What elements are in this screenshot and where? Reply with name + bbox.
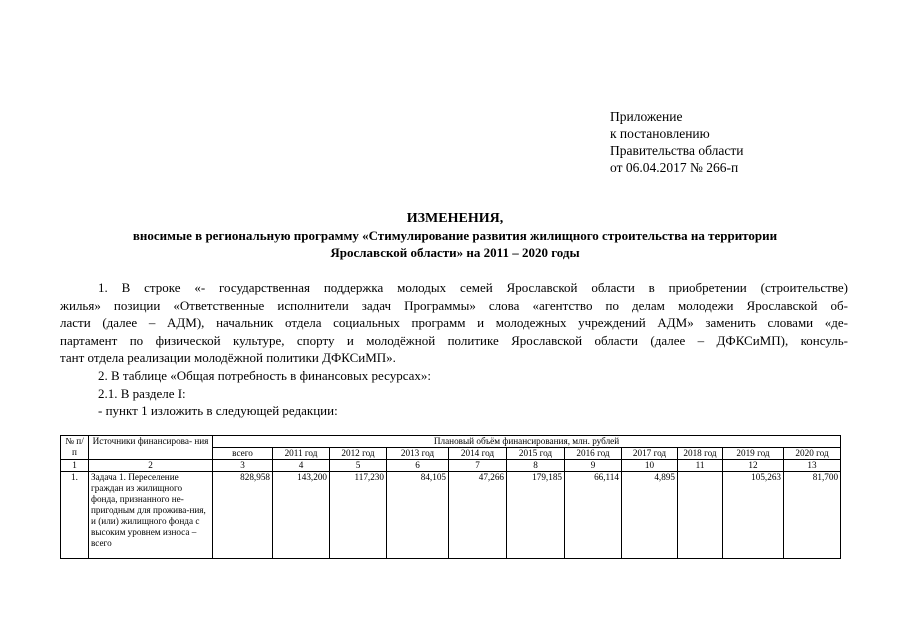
header-source: Источники финансирова- ния: [89, 436, 213, 460]
title-subtitle-line: Ярославской области» на 2011 – 2020 годы: [330, 245, 580, 260]
column-number: 9: [565, 460, 622, 472]
table-row: [61, 472, 841, 559]
column-number: 6: [387, 460, 449, 472]
row-value: 47,266: [449, 472, 507, 559]
row-value: 828,958: [213, 472, 273, 559]
row-value: 81,700: [784, 472, 841, 559]
document-body: [60, 279, 848, 420]
header-total: всего: [213, 448, 273, 460]
header-year: 2011 год: [273, 448, 330, 460]
table-header-row: [61, 436, 841, 448]
row-value: [678, 472, 723, 559]
header-year: 2014 год: [449, 448, 507, 460]
header-year: 2016 год: [565, 448, 622, 460]
column-number: 11: [678, 460, 723, 472]
row-value: 105,263: [723, 472, 784, 559]
appendix-header: [610, 108, 743, 176]
document-title: [60, 210, 850, 261]
column-number: 2: [89, 460, 213, 472]
header-year: 2017 год: [622, 448, 678, 460]
paragraph-line: 1. В строке «- государственная поддержка молодых семей Ярославской области в приобретении (строительстве): [98, 280, 848, 295]
header-year: 2020 год: [784, 448, 841, 460]
paragraph-line: ласти (далее – АДМ), начальник отдела социальных программ и молодежных учреждений АДМ» заменить словами «де-: [60, 315, 848, 331]
header-year: 2015 год: [507, 448, 565, 460]
paragraph-line: тант отдела реализации молодёжной политики ДФКСиМП».: [60, 350, 396, 366]
row-number: 1.: [61, 472, 89, 559]
financing-table: [60, 435, 841, 559]
column-number: 4: [273, 460, 330, 472]
row-value: 143,200: [273, 472, 330, 559]
column-number: 12: [723, 460, 784, 472]
row-value: 66,114: [565, 472, 622, 559]
row-value: 84,105: [387, 472, 449, 559]
appendix-line: Приложение: [610, 109, 683, 124]
row-value: 117,230: [330, 472, 387, 559]
paragraph-line: партамент по физической культуре, спорту и молодёжной политике Ярославской области (далее – ДФКСиМП), консуль-: [60, 332, 848, 348]
appendix-line: Правительства области: [610, 143, 744, 158]
table-column-number-row: [61, 460, 841, 472]
row-source: Задача 1. Переселение граждан из жилищного фонда, признанного не-пригодным для прожива-ния, и (или) жилищного фонда с высоким уровнем износа – всего: [89, 472, 213, 559]
header-year: 2012 год: [330, 448, 387, 460]
title-main: ИЗМЕНЕНИЯ,: [406, 211, 504, 226]
header-year: 2018 год: [678, 448, 723, 460]
column-number: 5: [330, 460, 387, 472]
column-number: 13: [784, 460, 841, 472]
header-year: 2013 год: [387, 448, 449, 460]
paragraph-line: жилья» позиции «Ответственные исполнители задач Программы» слова «агентство по делам молодежи Ярославской об-: [60, 297, 848, 313]
column-number: 1: [61, 460, 89, 472]
column-number: 10: [622, 460, 678, 472]
paragraph: 2. В таблице «Общая потребность в финансовых ресурсах»:: [98, 367, 432, 383]
row-value: 179,185: [507, 472, 565, 559]
title-subtitle-line: вносимые в региональную программу «Стимулирование развития жилищного строительства на территории: [132, 228, 778, 243]
appendix-line: от 06.04.2017 № 266-п: [610, 160, 739, 175]
header-plan: Плановый объём финансирования, млн. рублей: [213, 436, 841, 448]
row-value: 4,895: [622, 472, 678, 559]
paragraph: - пункт 1 изложить в следующей редакции:: [98, 403, 338, 419]
column-number: 8: [507, 460, 565, 472]
header-number: № п/п: [61, 436, 89, 460]
column-number: 3: [213, 460, 273, 472]
header-year: 2019 год: [723, 448, 784, 460]
paragraph: 2.1. В разделе I:: [98, 385, 186, 401]
appendix-line: к постановлению: [610, 126, 710, 141]
column-number: 7: [449, 460, 507, 472]
